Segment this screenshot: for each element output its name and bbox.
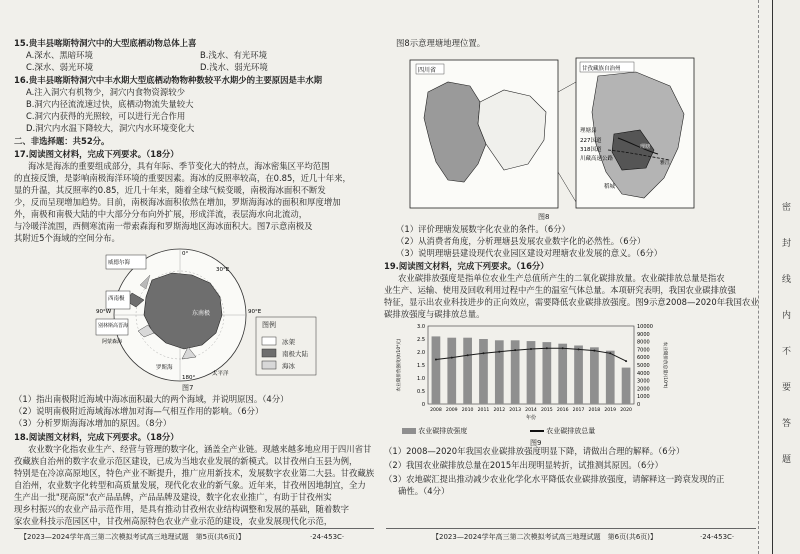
map-label: 西南极	[108, 296, 125, 302]
line-point-2020	[625, 360, 627, 362]
q18-paragraph-line: 生产出一批"现高原"农产品品牌，产品品牌及建设，数字化农业推广，有助于甘孜州实	[14, 492, 332, 502]
line-point-2012	[498, 351, 500, 353]
bar-2020	[622, 368, 631, 404]
map-label: 罗斯海	[156, 365, 173, 371]
x-tick-label: 2017	[572, 408, 585, 413]
figure-7-antarctica-map	[92, 245, 358, 385]
x-tick-label: 2020	[620, 408, 632, 413]
legend-label: 农业碳排放强度	[418, 427, 468, 435]
q19-paragraph-line: 特征，显示出农业科技进步的正向效应，需要降低农业碳排放强度。图9示意2008—2020年我国农业	[384, 297, 759, 307]
right-tick-label: 8000	[637, 339, 650, 346]
x-tick-label: 2008	[430, 408, 442, 413]
left-tick-label: 2.5	[417, 337, 425, 343]
strip-char: 线	[782, 275, 792, 285]
q18-paragraph-line: 农业数字化指农业生产、经营与管理的数字化，涵盖全产业链。现越来越多地应用于四川省甘	[28, 444, 372, 454]
right-tick-label: 10000	[637, 324, 653, 330]
map-label: 227国道	[580, 138, 602, 144]
q15-option-b: B.浅水、有光环境	[200, 50, 268, 60]
x-tick-label: 2016	[556, 408, 569, 413]
footer-divider	[386, 528, 756, 529]
q19-sub-3: （3）农地碳汇提出推动减少农业化学化水平降低农业碳排放强度，请解释这一跨衰发现的正	[384, 474, 725, 484]
right-tick-label: 7000	[637, 347, 650, 354]
q18-heading: 18.阅读图文材料，完成下列要求。（18分）	[14, 432, 179, 442]
bar-2019	[606, 351, 615, 404]
map-label: 180°	[182, 375, 196, 381]
legend-swatch-bar	[402, 428, 416, 434]
map-label: 90°E	[248, 309, 262, 315]
legend-label: 冰架	[282, 338, 295, 346]
left-tick-label: 3.0	[417, 324, 425, 330]
map-label: 阿蒙森海	[102, 339, 123, 345]
map-label: 雅江	[660, 160, 671, 166]
footer-right: 【2023—2024学年高三第二次模拟考试高三地理试题 第6页(共6页)】	[432, 533, 657, 541]
q16-option-a: A.注入洞穴有机物少，洞穴内食物资源较少	[26, 87, 185, 97]
line-point-2016	[562, 347, 564, 349]
q16-option-b: B.洞穴内径流流速过快，底栖动物流失量较大	[26, 99, 194, 109]
x-tick-label: 2018	[588, 408, 601, 413]
antarctica-map-svg	[92, 245, 358, 385]
map-label: 威德尔海	[108, 260, 131, 266]
footer-divider	[14, 528, 374, 529]
q16-option-c: C.洞穴内获得的光照较，可以进行光合作用	[26, 111, 186, 121]
q15-stem: 15.贵丰县喀斯特洞穴中的大型底栖动物总体上喜	[14, 38, 197, 48]
q17-sub-1: （1）指出南极附近海域中海冰面积最大的两个海域，并说明原因。（4分）	[14, 394, 289, 404]
bar-2015	[542, 342, 551, 404]
fig8-intro: 图8示意理塘地理位置。	[396, 38, 486, 48]
left-tick-label: 2.0	[417, 350, 425, 356]
q19-heading: 19.阅读图文材料，完成下列要求。（16分）	[384, 261, 549, 271]
location-map-svg	[408, 52, 698, 212]
chart-legend-line-item	[530, 426, 595, 437]
q18-sub-1: （1）评价理塘发展数字化农业的条件。（6分）	[396, 224, 570, 234]
right-tick-label: 2000	[637, 386, 650, 393]
q17-paragraph-line: 外，南极和南极大陆的中大部分分布向外扩展，形成洋流，表层海水向北流动，	[14, 209, 308, 219]
map-label: 0°	[182, 251, 189, 257]
figure-8-caption: 图8	[538, 213, 550, 221]
q15-option-a: A.深水、黑暗环境	[26, 50, 93, 60]
x-tick-label: 2009	[445, 408, 458, 413]
x-tick-label: 2012	[493, 408, 506, 413]
q17-sub-3: （3）分析罗斯海海冰增加的原因。（8分）	[14, 418, 172, 428]
q18-paragraph-line: 孜藏族自治州的数字农业示范区建设，已成为当地农业发展的新模式。以甘孜州白玉县为例，	[14, 456, 358, 466]
left-tick-label: 1.5	[417, 363, 425, 369]
right-tick-label: 0	[637, 402, 641, 408]
line-point-2019	[609, 352, 611, 354]
inset-label-sichuan: 四川省	[418, 67, 437, 74]
q17-paragraph-line: 海冰是海冻的重要组成部分，具有年际、季节变化大的特点，海冰密集区平均范围	[28, 161, 330, 171]
legend-swatch-line	[530, 430, 544, 432]
bar-2009	[447, 338, 456, 404]
q17-paragraph-line: 与冷暖洋流围，西侧寒流南一带索森海和罗斯海地区海冰面积大。图7示意南极及	[14, 221, 313, 231]
q18-sub-2: （2）从消费者角度，分析理塘县发展农业数字化的必然性。（6分）	[396, 236, 646, 246]
q19-paragraph-line: 业生产、运输、使用及回收利用过程中产生的温室气体总量。本项研究表明，我国农业碳排放强	[384, 285, 736, 295]
figure-7-caption: 图7	[182, 384, 194, 392]
bar-2014	[527, 341, 536, 404]
footer-left: 【2023—2024学年高三第二次模拟考试高三地理试题 第5页(共6页)】	[20, 533, 245, 541]
map-label: 理塘	[640, 144, 651, 150]
line-point-2015	[546, 347, 548, 349]
strip-char: 题	[782, 455, 792, 465]
strip-char: 答	[782, 419, 792, 429]
bar-2018	[590, 347, 599, 404]
x-tick-label: 2014	[525, 408, 537, 413]
line-point-2013	[514, 349, 516, 351]
right-tick-label: 5000	[637, 363, 650, 369]
figure-9-caption: 图9	[530, 439, 542, 447]
legend-label: 海冰	[282, 362, 295, 370]
strip-char: 密	[782, 203, 792, 213]
q16-stem: 16.贵丰县喀斯特洞穴中丰水期大型底栖动物物种数较平水期少的主要原因是丰水期	[14, 75, 322, 85]
q17-paragraph-line: 显的升温，其反照率约0.85，近几十年来，随着全球气候变暖，南极海冰面积不断发	[14, 185, 326, 195]
chart-legend-bar-item	[402, 426, 467, 437]
right-tick-label: 9000	[637, 331, 650, 338]
legend-swatch-continent	[262, 349, 276, 357]
line-point-2009	[451, 357, 453, 359]
legend-swatch-ice-shelf	[262, 337, 276, 345]
legend-title: 图例	[262, 321, 276, 329]
bar-2008	[432, 336, 441, 404]
figure-9-chart	[392, 318, 670, 426]
map-label: 30°E	[216, 267, 230, 273]
x-tick-label: 2015	[540, 408, 553, 413]
bar-2011	[479, 339, 488, 404]
inset-label-ganzi: 甘孜藏族自治州	[582, 66, 621, 72]
q17-sub-2: （2）说明南极附近海域海冰增加对海—气相互作用的影响。（6分）	[14, 406, 264, 416]
strip-char: 内	[782, 311, 792, 321]
legend-swatch-sea-ice	[262, 361, 276, 369]
x-tick-label: 2019	[604, 408, 617, 413]
q16-option-d: D.洞穴内水温下降较大，洞穴内水环境变化大	[26, 123, 195, 133]
line-point-2011	[482, 352, 484, 354]
q19-paragraph-line: 碳排放强度与碳排放总量。	[384, 309, 485, 319]
map-label: 稻城	[604, 184, 616, 190]
footer-left-code: ·24-453C·	[310, 533, 345, 541]
strip-char: 要	[782, 383, 792, 393]
left-tick-label: 0	[421, 402, 425, 408]
q18-sub-3: （3）说明理塘县建设现代农业园区建设对理塘农业发展的意义。（6分）	[396, 248, 663, 258]
q18-paragraph-line: 现乡村振兴的农业产品示范作用，是具有推动甘孜州农业结构调整和发展的基础，随着数字	[14, 504, 349, 514]
bar-2016	[558, 344, 567, 404]
footer-right-code: ·24-453C·	[700, 533, 735, 541]
right-tick-label: 6000	[637, 355, 650, 362]
carbon-emission-chart	[392, 318, 670, 426]
line-point-2010	[467, 354, 469, 356]
line-point-2008	[435, 359, 437, 361]
map-label: 川藏高速公路	[580, 156, 614, 162]
x-tick-label: 2010	[461, 408, 474, 413]
left-tick-label: 1.0	[417, 376, 425, 382]
bar-2010	[463, 338, 472, 404]
line-point-2018	[593, 350, 595, 352]
q17-heading: 17.阅读图文材料，完成下列要求。（18分）	[14, 149, 179, 159]
right-tick-label: 1000	[637, 394, 650, 401]
x-tick-label: 2013	[509, 408, 522, 413]
y-axis-label-right: 农业碳排放总量/(10⁴t)	[662, 341, 667, 389]
binding-strip	[772, 0, 800, 554]
map-label: 别林斯高晋海	[98, 323, 129, 329]
bar-2012	[495, 340, 504, 404]
map-label: 太平洋	[212, 371, 229, 377]
binding-dashed-line	[758, 0, 759, 554]
q19-sub-3-cont: 确性。（4分）	[398, 486, 450, 496]
q18-paragraph-line: 特别是在冷凉高原地区，特色产业不断提升，推广应用新技术，发展数字农业第二大县。甘孜藏族	[14, 468, 375, 478]
figure-8-location-map	[408, 52, 698, 212]
y-axis-label-left: 农业碳排放强度/(t/10⁴元)	[397, 338, 402, 392]
line-point-2014	[530, 348, 532, 350]
left-tick-label: 0.5	[417, 389, 425, 395]
right-tick-label: 4000	[637, 370, 650, 377]
legend-label: 南极大陆	[282, 350, 308, 358]
map-label: 东南极	[192, 310, 211, 317]
q17-paragraph-line: 少，反而呈现增加趋势。目前，南极海冰面积依然在增加，罗斯海海冰的面积和厚度增加	[14, 197, 341, 207]
q19-sub-2: （2）我国农业碳排放总量在2015年出现明显转折，试推测其原因。（6分）	[384, 460, 664, 470]
map-label: 90°W	[96, 309, 112, 315]
section-two-heading: 二、非选择题：共52分。	[14, 136, 110, 146]
q19-paragraph-line: 农业碳排放强度是指单位农业生产总值所产生的二氧化碳排放量。农业碳排放总量是指农	[398, 273, 725, 283]
q15-option-d: D.浅水、弱光环境	[200, 62, 268, 72]
bar-2017	[574, 346, 583, 405]
strip-char: 封	[782, 239, 792, 249]
q18-paragraph-line: 家农业科技示范园区中，甘孜州高原特色农业产业示范的建设，农业发展现代化示范，	[14, 516, 333, 526]
q17-paragraph-line: 其附近5个海域的空间分布。	[14, 233, 120, 243]
legend-label: 农业碳排放总量	[546, 427, 596, 435]
x-axis-label: 年份	[525, 415, 537, 421]
line-point-2017	[578, 348, 580, 350]
x-tick-label: 2011	[477, 408, 490, 413]
map-label: 318国道	[580, 147, 602, 153]
q19-sub-1: （1）2008—2020年我国农业碳排放强度明显下降，请做出合理的解释。（6分）	[384, 446, 685, 456]
q15-option-c: C.深水、弱光环境	[26, 62, 94, 72]
right-tick-label: 3000	[637, 378, 650, 385]
strip-char: 不	[782, 347, 792, 357]
q17-paragraph-line: 的直接反馈，是影响南极海洋环境的重要因素。海冰的反照率较高，在0.85，近几十年来，	[14, 173, 351, 183]
q18-paragraph-line: 自治州，农业数字化转型和高质量发展，现代化农业的新气象。近年来，甘孜州因地制宜，全力	[14, 480, 366, 490]
map-label: 理塘县	[580, 128, 597, 134]
